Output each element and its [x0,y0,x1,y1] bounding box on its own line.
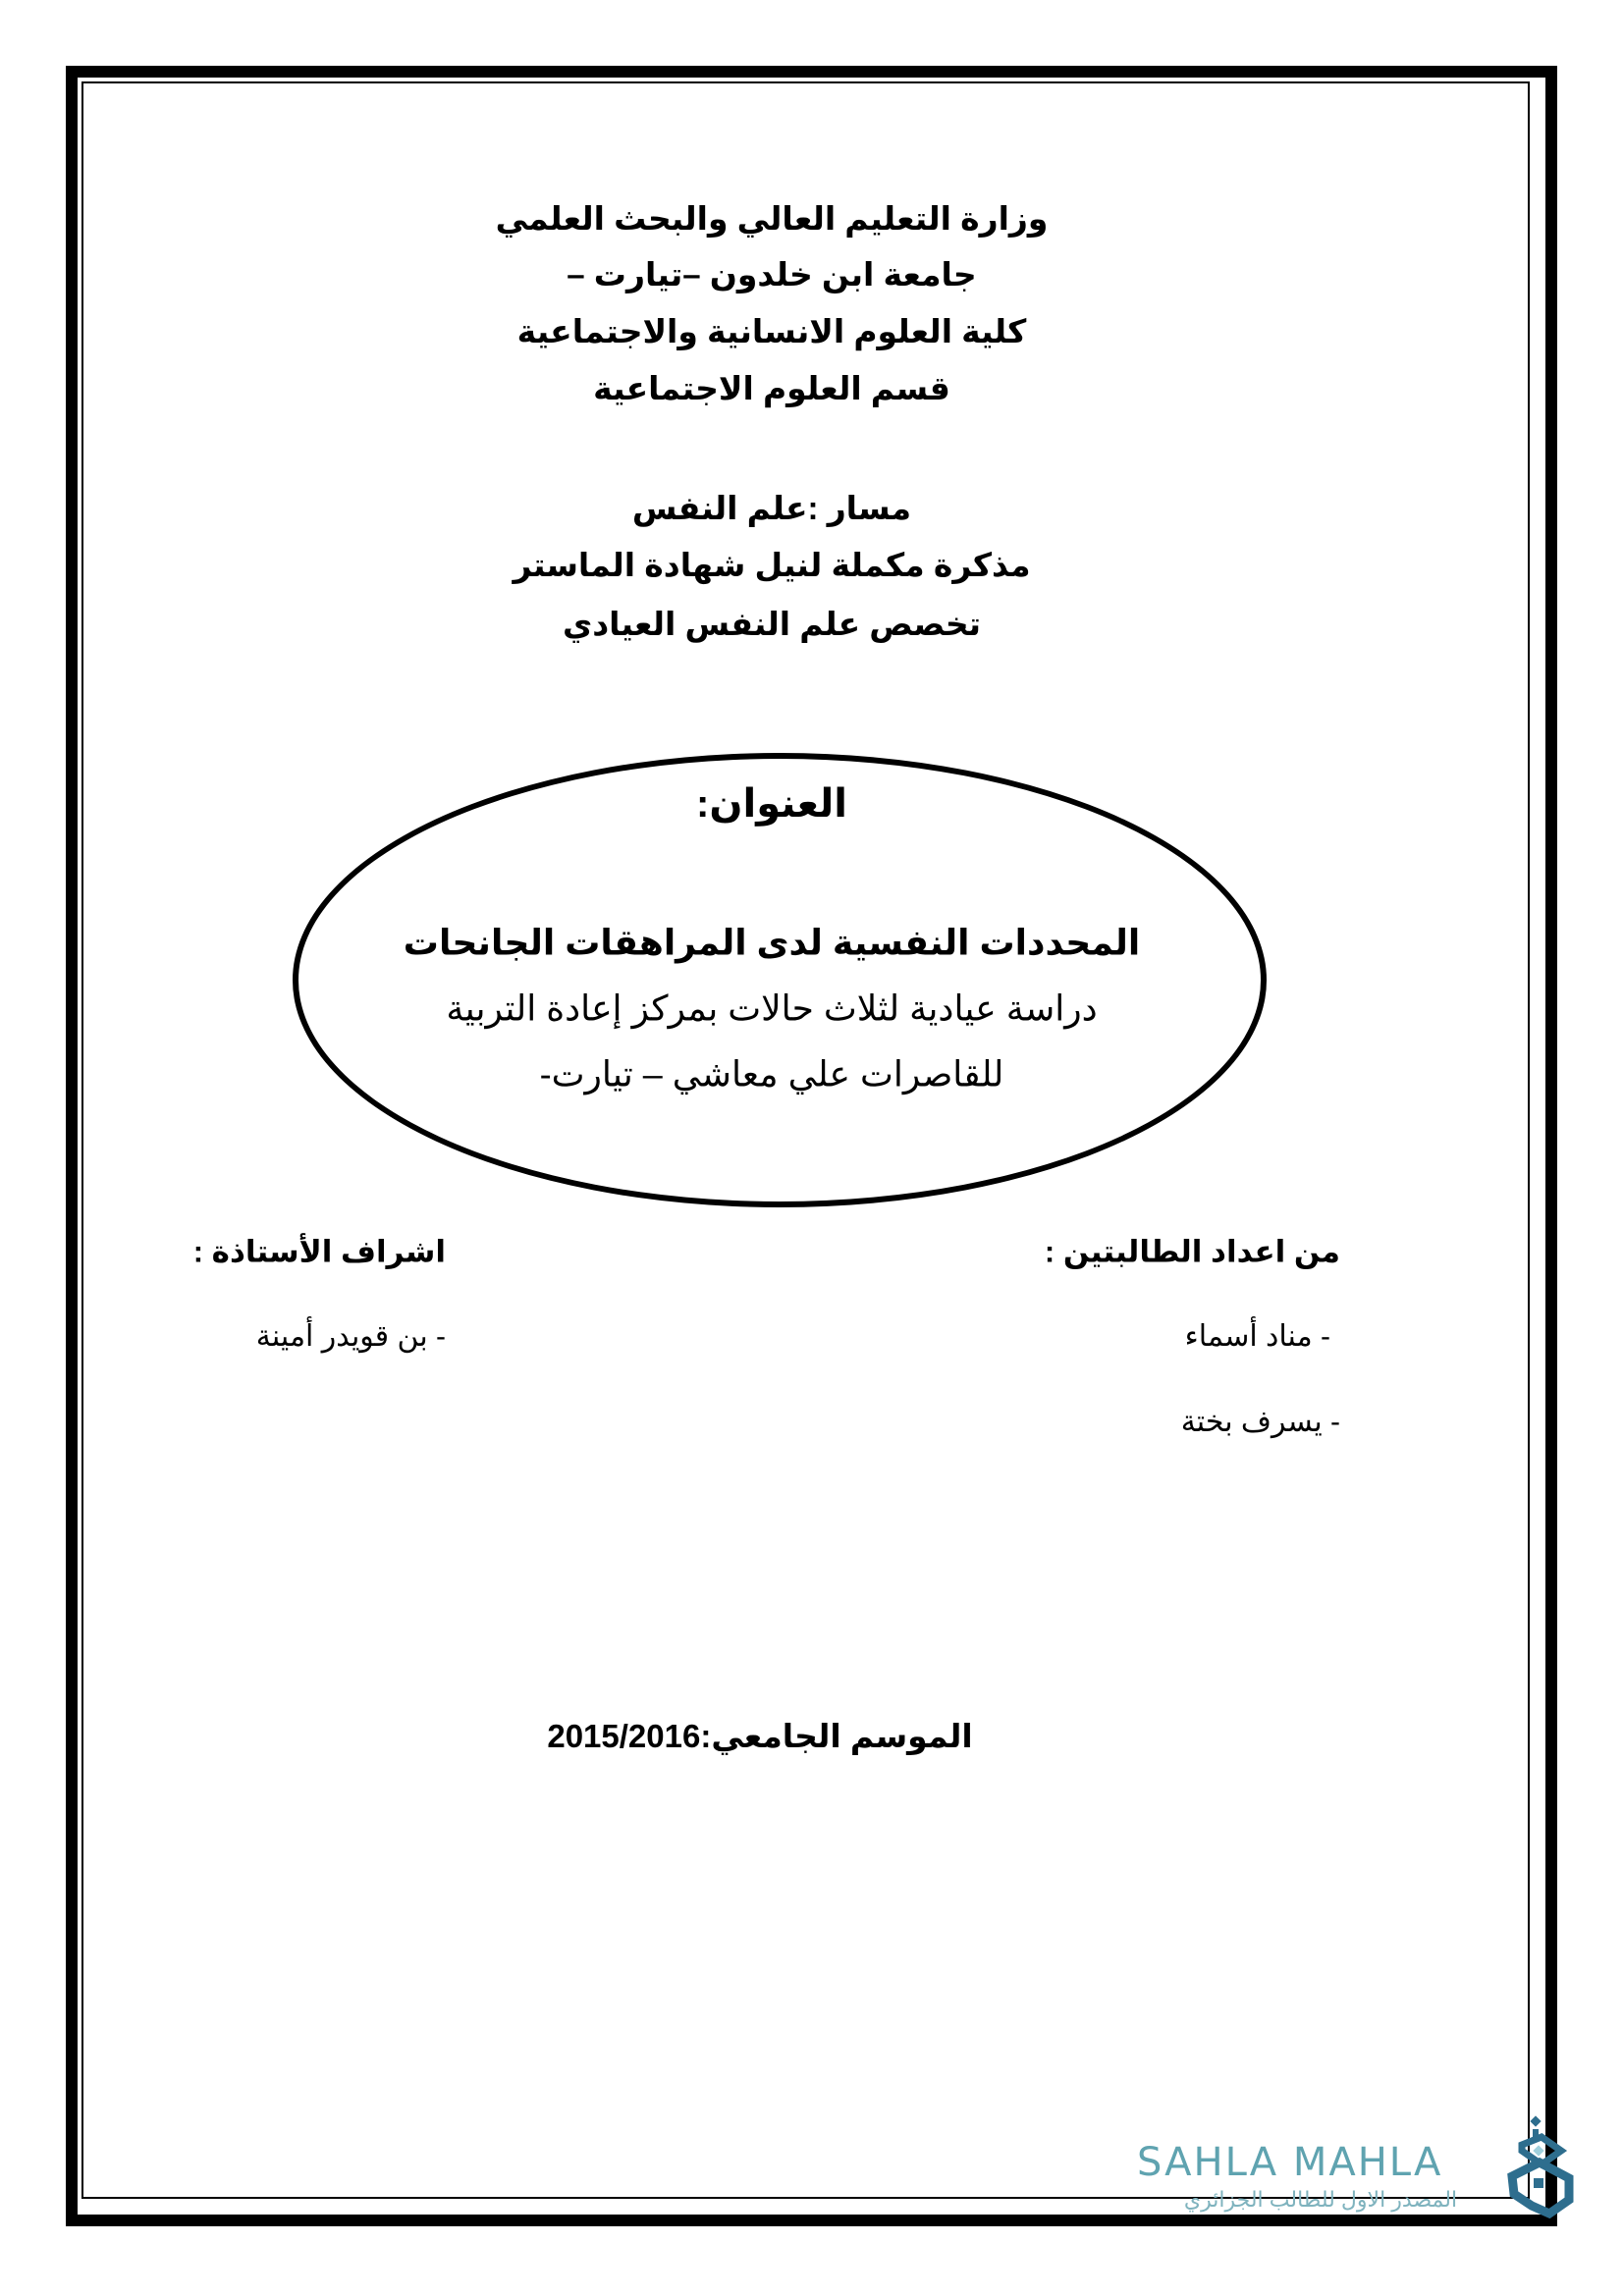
thesis-subtitle-line1: دراسة عيادية لثلاث حالات بمركز إعادة التربية [446,988,1098,1029]
ministry-name: وزارة التعليم العالي والبحث العلمي [495,200,1049,238]
supervisor-name: - بن قويدر أمينة [255,1320,446,1353]
specialty: تخصص علم النفس العيادي [562,606,982,643]
students-label: من اعداد الطالبتين : [1044,1234,1340,1269]
academic-season: الموسم الجامعي:2015/2016 [547,1718,973,1755]
sahla-mahla-emblem-icon [1502,2115,1576,2218]
department-name: قسم العلوم الاجتماعية [593,370,950,407]
student-name: - مناد أسماء [1184,1320,1330,1353]
supervisor-label: اشراف الأستاذة : [192,1234,446,1269]
thesis-type: مذكرة مكملة لنيل شهادة الماستر [513,547,1031,584]
watermark-brand: SAHLA MAHLA [1137,2140,1443,2185]
watermark-tagline: المصدر الاول للطالب الجزائري [1183,2187,1458,2212]
faculty-name: كلية العلوم الانسانية والاجتماعية [516,313,1027,350]
thesis-title: المحددات النفسية لدى المراهقات الجانحات [403,922,1141,963]
university-name: جامعة ابن خلدون –تيارت – [567,256,977,294]
student-name: - يسرف بختة [1180,1406,1340,1438]
title-label: العنوان: [696,782,847,826]
track: مسار :علم النفس [631,490,912,527]
thesis-subtitle-line2: للقاصرات علي معاشي – تيارت- [539,1053,1004,1095]
